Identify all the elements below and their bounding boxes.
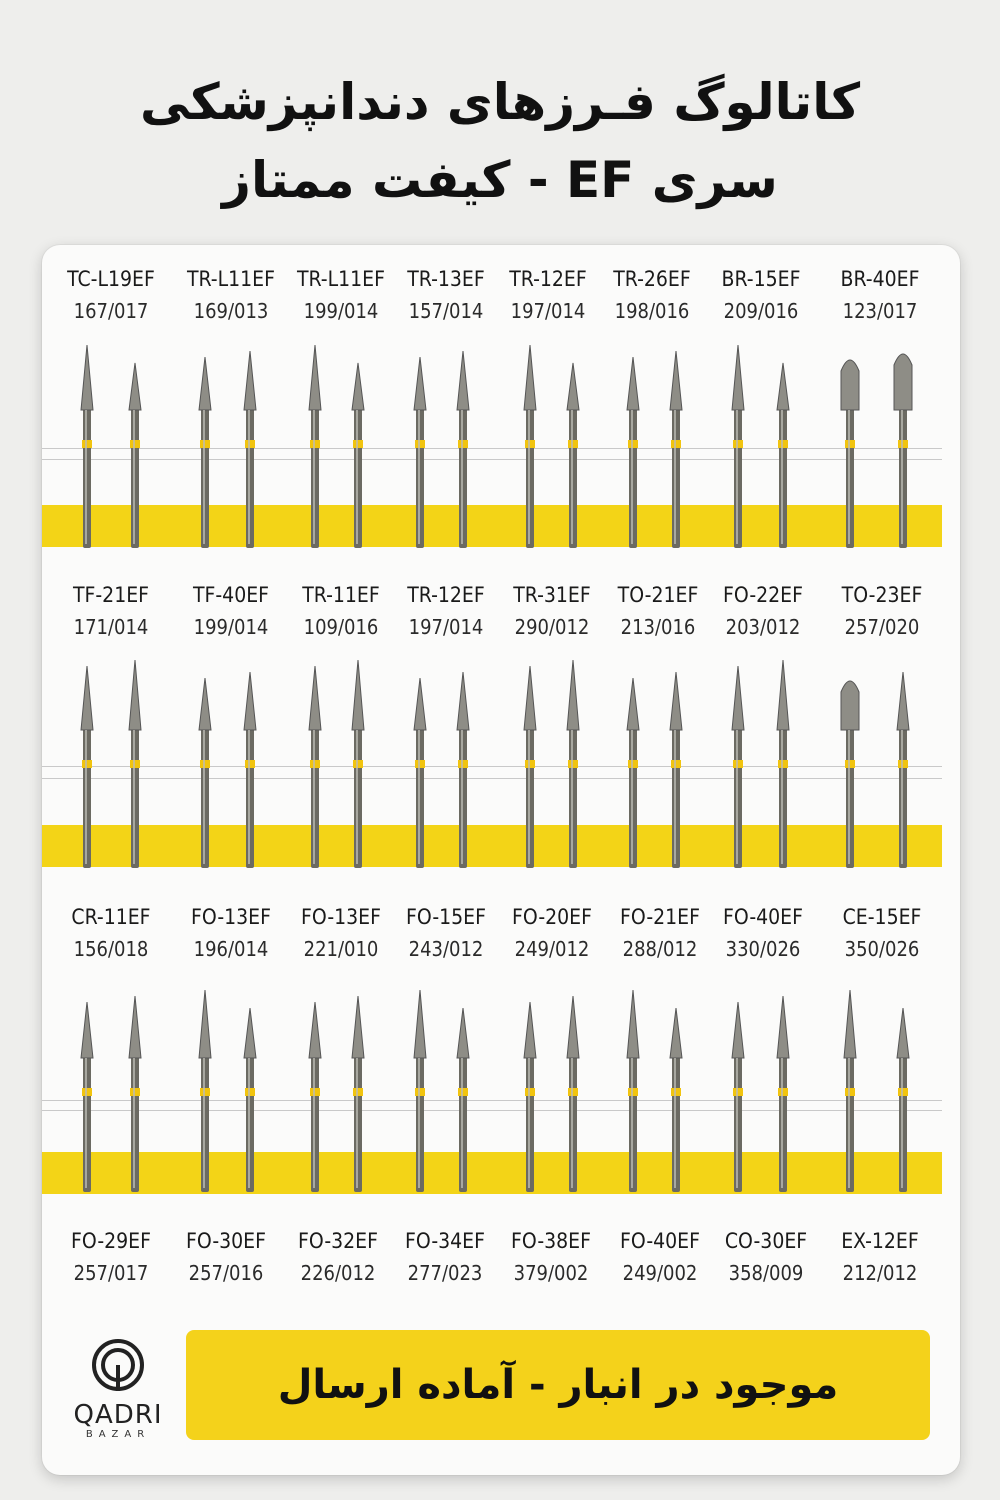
bur [352, 363, 364, 548]
bur [627, 678, 639, 868]
bur [524, 666, 536, 868]
bur-code: FO-20EF [512, 905, 592, 929]
bur-number: 171/014 [73, 615, 149, 639]
bur-code: TR-12EF [407, 583, 485, 607]
bur-number: 199/014 [303, 299, 379, 323]
bur-code: FO-29EF [71, 1229, 151, 1253]
bur-code: TO-21EF [617, 583, 699, 607]
bur [524, 1002, 536, 1192]
bur-number: 199/014 [193, 615, 269, 639]
bur-code: TR-11EF [302, 583, 380, 607]
catalog-title: کاتالوگ فـرزهای دندانپزشکی [139, 73, 861, 131]
bur [670, 672, 682, 868]
bur [457, 672, 469, 868]
bur-number: 197/014 [510, 299, 586, 323]
bur-code: FO-21EF [620, 905, 700, 929]
bur [244, 672, 256, 868]
bur [414, 678, 426, 868]
bur [309, 1002, 321, 1192]
qadri-logo [62, 1335, 174, 1445]
bur-number: 257/017 [73, 1261, 149, 1285]
bur [732, 345, 744, 548]
bur [777, 996, 789, 1192]
bur [199, 678, 211, 868]
bur [129, 660, 141, 868]
bur-number: 358/009 [728, 1261, 804, 1285]
bur-code: FO-38EF [511, 1229, 591, 1253]
bur-code: BR-15EF [721, 267, 801, 291]
bur-number: 350/026 [844, 937, 920, 961]
bur-number: 167/017 [73, 299, 149, 323]
bur-number: 249/012 [514, 937, 590, 961]
bur-code: TR-L11EF [187, 267, 275, 291]
bur-number: 197/014 [408, 615, 484, 639]
bur-number: 243/012 [408, 937, 484, 961]
bur-code: CE-15EF [842, 905, 922, 929]
bur-number: 288/012 [622, 937, 698, 961]
bur-number: 277/023 [407, 1261, 483, 1285]
bur [524, 345, 536, 548]
bur-code: TR-L11EF [297, 267, 385, 291]
bur-number: 379/002 [513, 1261, 589, 1285]
bur-code: BR-40EF [840, 267, 920, 291]
bur [129, 996, 141, 1192]
bur [894, 354, 912, 548]
bur-code: TC-L19EF [67, 267, 155, 291]
logo-mark-icon [88, 1335, 148, 1395]
bur-code: TR-13EF [407, 267, 485, 291]
bur [309, 345, 321, 548]
bur [897, 672, 909, 868]
bur-code: FO-22EF [723, 583, 803, 607]
bur [627, 357, 639, 548]
bur [352, 996, 364, 1192]
bur [841, 360, 859, 548]
bur [732, 1002, 744, 1192]
bur-number: 196/014 [193, 937, 269, 961]
bur [81, 345, 93, 548]
bur-number: 213/016 [620, 615, 696, 639]
bur [457, 351, 469, 548]
bur [199, 990, 211, 1192]
bur-code: CO-30EF [724, 1229, 808, 1253]
bur-number: 169/013 [193, 299, 269, 323]
bur-code: EX-12EF [841, 1229, 919, 1253]
bur-code: FO-30EF [186, 1229, 266, 1253]
bur [414, 357, 426, 548]
bur [627, 990, 639, 1192]
bur-code: FO-40EF [620, 1229, 700, 1253]
bur-number: 123/017 [842, 299, 918, 323]
bur [567, 363, 579, 548]
bur [81, 666, 93, 868]
stock-banner-text: موجود در انبار - آماده ارسال [277, 1362, 839, 1408]
bur [567, 996, 579, 1192]
bur [732, 666, 744, 868]
bur-number: 226/012 [300, 1261, 376, 1285]
bur-number: 249/002 [622, 1261, 698, 1285]
bur-number: 330/026 [725, 937, 801, 961]
bur [244, 351, 256, 548]
bur [897, 1008, 909, 1192]
bur [457, 1008, 469, 1192]
catalog-subtitle: سری EF - کیفت ممتاز [222, 151, 778, 209]
bur [670, 351, 682, 548]
bur-code: FO-32EF [298, 1229, 378, 1253]
bur [81, 1002, 93, 1192]
bur-number: 156/018 [73, 937, 149, 961]
bur [567, 660, 579, 868]
bur-code: CR-11EF [71, 905, 151, 929]
bur [129, 363, 141, 548]
bur [352, 660, 364, 868]
logo-subtitle: BAZAR [85, 1429, 151, 1440]
bur [841, 681, 859, 868]
bur-code: TF-40EF [192, 583, 270, 607]
bur [777, 660, 789, 868]
bur-number: 257/020 [844, 615, 920, 639]
bur [670, 1008, 682, 1192]
bur [199, 357, 211, 548]
bur-code: FO-40EF [723, 905, 803, 929]
bur-number: 203/012 [725, 615, 801, 639]
bur [414, 990, 426, 1192]
bur-code: TR-12EF [509, 267, 587, 291]
logo-name: QADRI [73, 1400, 163, 1430]
stock-banner [186, 1330, 930, 1440]
bur-code: FO-13EF [191, 905, 271, 929]
bur [309, 666, 321, 868]
bur-code: TR-31EF [513, 583, 591, 607]
bur-number: 109/016 [303, 615, 379, 639]
bur-number: 198/016 [614, 299, 690, 323]
bur [777, 363, 789, 548]
bur-code: FO-13EF [301, 905, 381, 929]
bur-code: TF-21EF [72, 583, 150, 607]
bur-number: 290/012 [514, 615, 590, 639]
bur-number: 257/016 [188, 1261, 264, 1285]
bur-number: 209/016 [723, 299, 799, 323]
bur-number: 212/012 [842, 1261, 918, 1285]
bur-number: 221/010 [303, 937, 379, 961]
bur-code: TO-23EF [841, 583, 923, 607]
bur-code: FO-34EF [405, 1229, 485, 1253]
bur [244, 1008, 256, 1192]
bur [844, 990, 856, 1192]
bur-code: TR-26EF [613, 267, 691, 291]
bur-number: 157/014 [408, 299, 484, 323]
bur-code: FO-15EF [406, 905, 486, 929]
